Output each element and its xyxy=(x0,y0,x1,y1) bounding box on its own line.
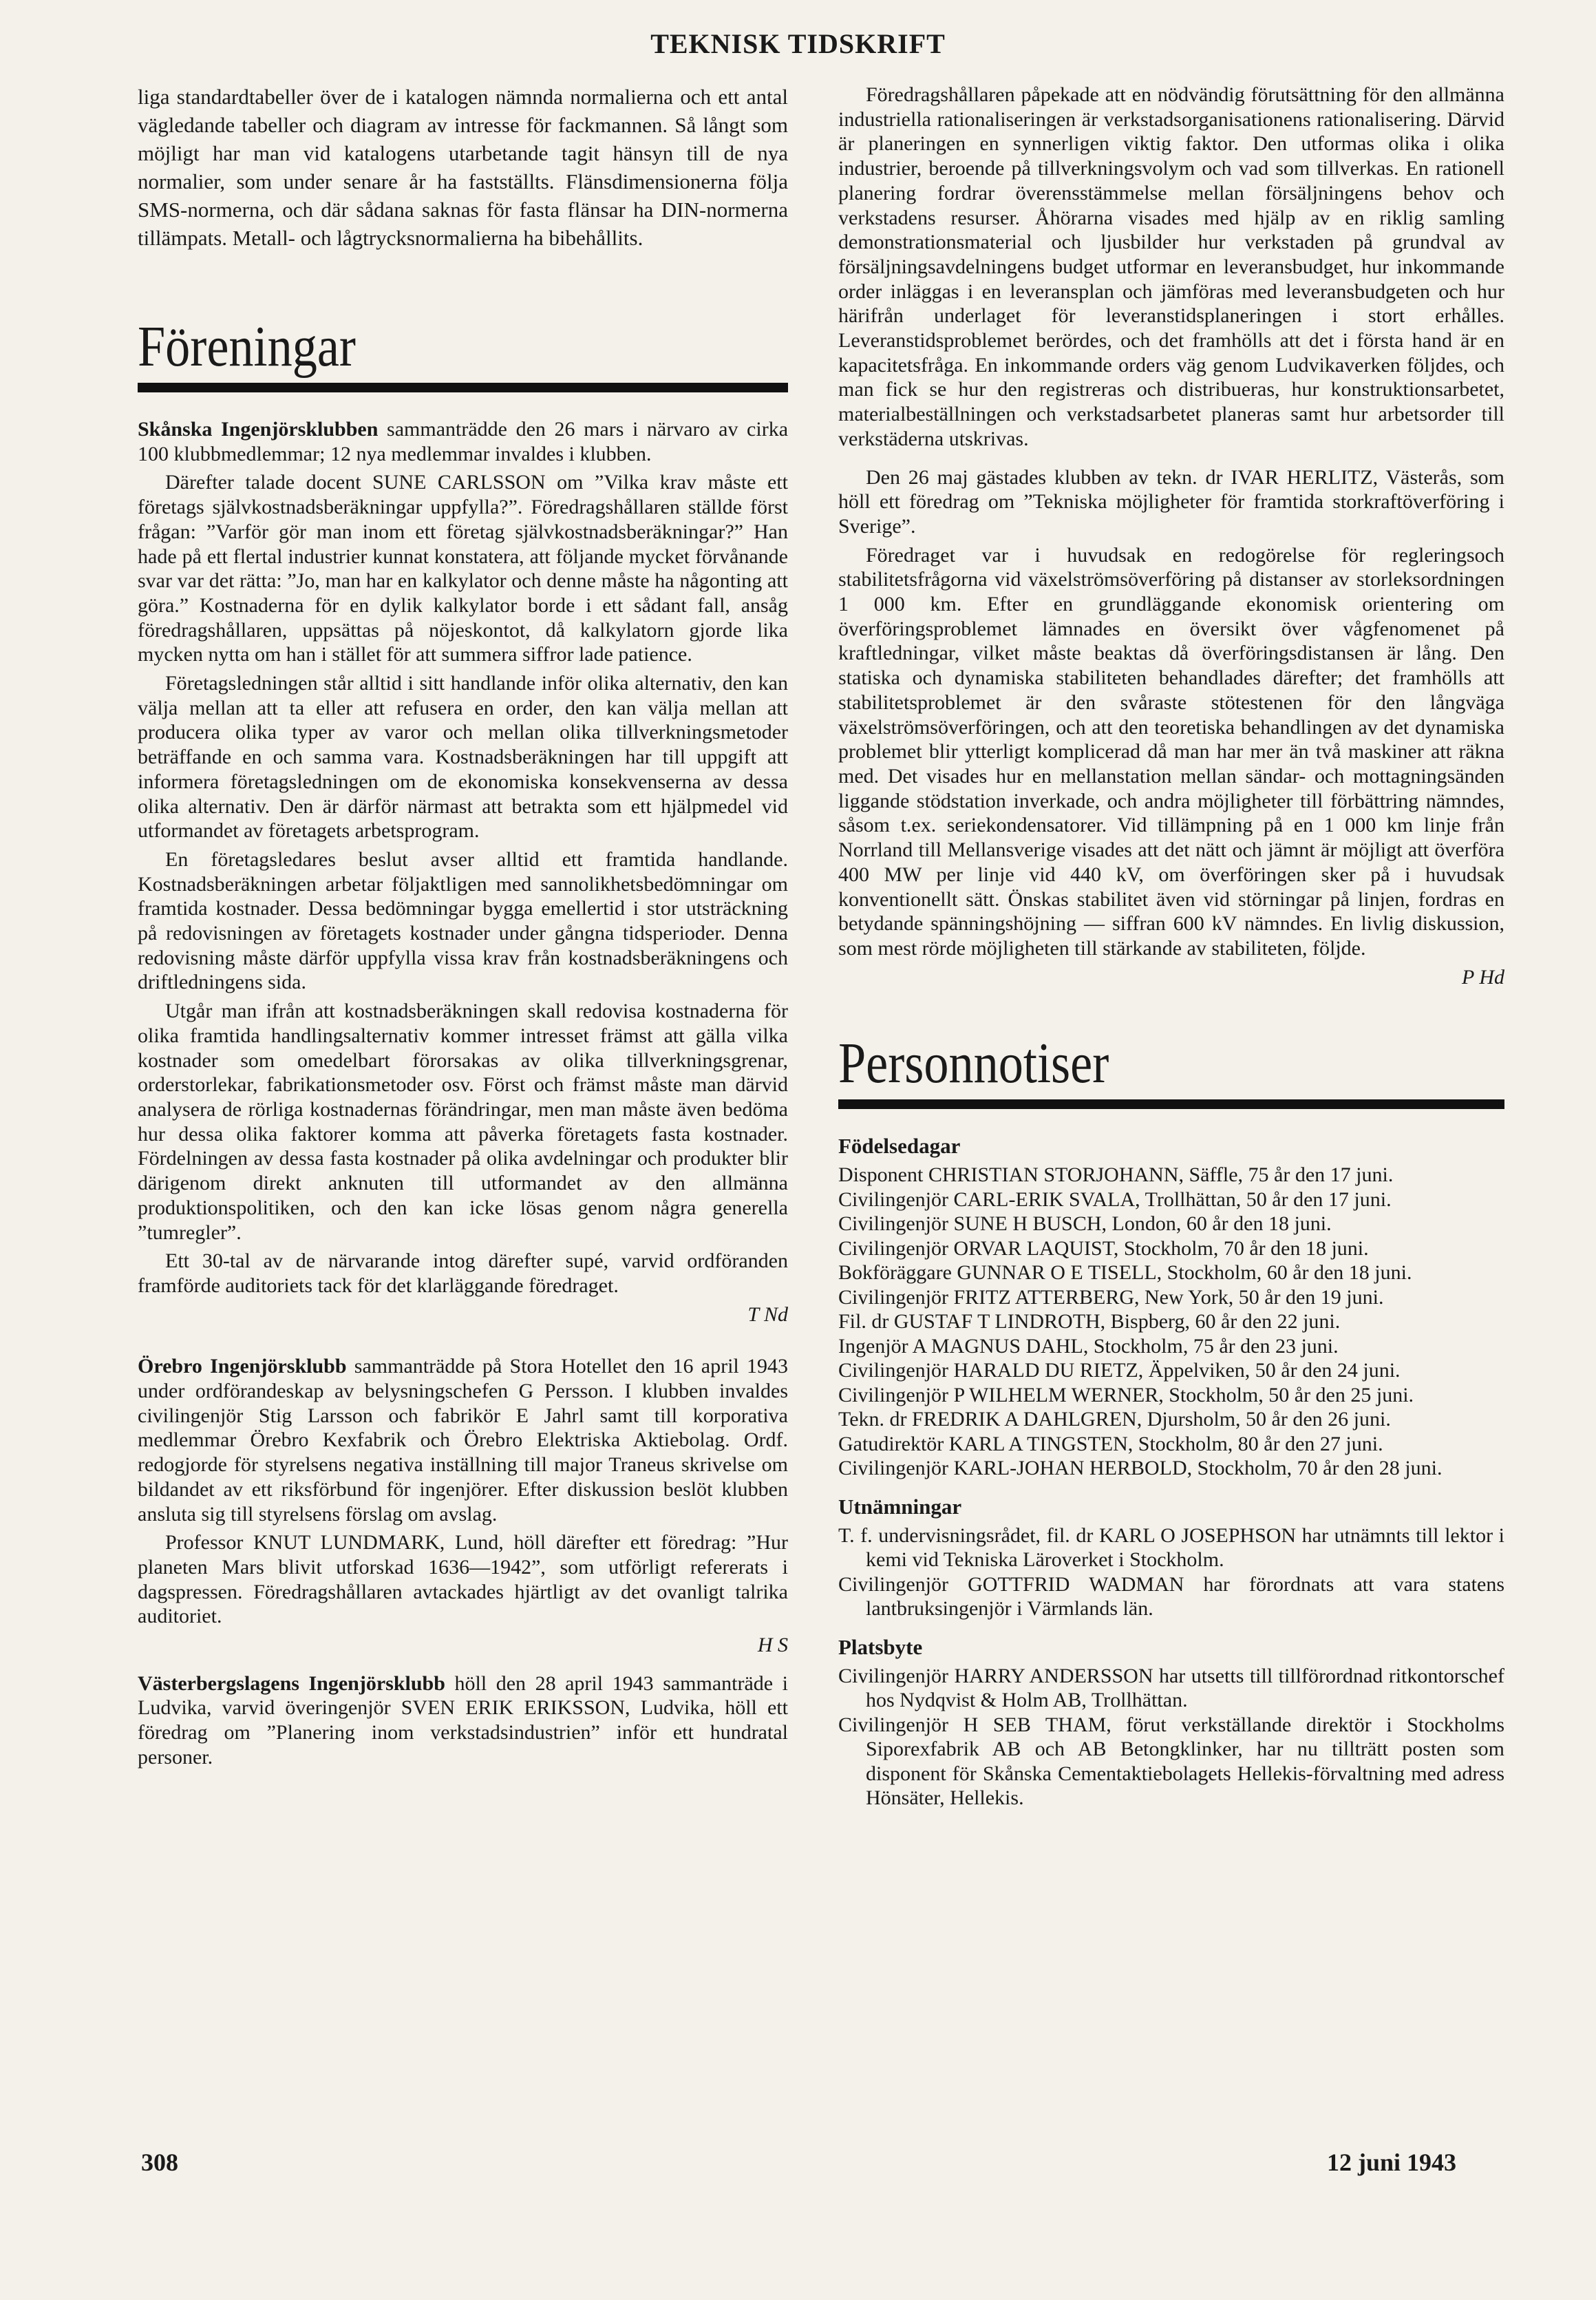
appointments-list xyxy=(838,1523,1504,1621)
orebro-paragraph-1: Örebro Ingenjörsklubb sammanträdde på Stora Hotellet den 16 april 1943 under ordförandeskap av belysningschefen G Persson. I klubben invaldes civilingenjör Stig Larsson och fabrikör E Jahrl samt till korporativa medlemmar Örebro Kexfabrik och Örebro Elektriska Aktiebolag. Ordf. redogjorde för styrelsens negativa inställning till major Traneus skrivelse om bildandet av ett riksförbund för ingenjörer. Efter diskussion beslöt klubben ansluta sig till styrelsens förslag om avslag. xyxy=(138,1355,789,1526)
signature-t-nd: T Nd xyxy=(747,1302,788,1326)
section-title-foreningar: Föreningar xyxy=(138,315,356,379)
herlitz-paragraph: Den 26 maj gästades klubben av tekn. dr IVAR HERLITZ, Västerås, som höll ett föredrag om ”Tekniska möjligheter för framtida storkraftöverföring i Sverige”. xyxy=(838,465,1504,538)
birthdays-list xyxy=(838,1163,1504,1481)
list-item: Fil. dr GUSTAF T LINDROTH, Bispberg, 60 år den 22 juni. xyxy=(838,1310,1341,1333)
issue-date: 12 juni 1943 xyxy=(1327,2149,1457,2176)
right-column xyxy=(838,83,1504,1811)
planering-paragraph: Föredragshållaren påpekade att en nödvändig förutsättning för den allmänna industriella rationaliseringen är verkstadsorganisationens rationalisering. Därvid är planeringen en synnerligen viktig faktor. Den utformas olika i olika industrier, beroende på tillverkningsvolym och vad som tillverkas. En rationell planering fordrar överensstämmelse mellan försäljningens behov och verkstadens resurser. Åhörarna visades med hjälp av en riklig samling demonstrationsmaterial och ljusbilder hur verkstaden på grundval av försäljningsavdelningens budget utformar en leveransbudget, hur inkommande order inläggas i en leveransplan och jämföras med leveransbudgeten och hur härifrån underlaget för leveranstidsplaneringen i stort erhålles. Leveranstidsproblemet berördes, och det framhölls att det i första hand är en kapacitetsfråga. En inkommande orders väg genom Ludvikaverken följdes, och man fick se hur den registreras och distribueras, hur konstruktionsarbetet, materialbeställningen och verkstadsarbetet planeras samt hur arbetsorder till verkstäderna utskrivas. xyxy=(838,83,1504,450)
jobchange-list xyxy=(838,1664,1504,1811)
list-item: Civilingenjör KARL-JOHAN HERBOLD, Stockholm, 70 år den 28 juni. xyxy=(838,1457,1443,1480)
list-item: Ingenjör A MAGNUS DAHL, Stockholm, 75 år den 23 juni. xyxy=(838,1334,1339,1358)
left-column xyxy=(138,83,788,1774)
list-item: Civilingenjör H SEB THAM, förut verkställande direktör i Stockholms Siporexfabrik AB och AB Betongklinker, har nu tillträtt posten som disponent för Skånska Cementaktiebolagets Hellekis-förvaltning med adress Hönsäter, Hellekis. xyxy=(838,1713,1504,1810)
section-rule xyxy=(838,1099,1504,1109)
list-item: Civilingenjör HARALD DU RIETZ, Äppelviken, 50 år den 24 juni. xyxy=(838,1359,1401,1382)
skanska-paragraph-2: Därefter talade docent SUNE CARLSSON om ”Vilka krav måste ett företags självkostnadsberäkningar uppfylla?”. Föredragshållaren ställde först frågan: ”Varför gör man inom ett företag självkostnadsberäkningar?” Han hade på ett flertal industrier kunnat konstatera, att följande mycket förvånande svar var det rätta: ”Jo, man har en kalkylator och denne måste ha någonting att göra.” Kostnaderna för en dylik kalkylator borde i ett sådant fall, ansåg föredragshållaren, uppsättas på nöjeskontot, då kalkylatorn gjorde lika mycken nytta om han i stället för att summera siffror lade patience. xyxy=(138,471,788,666)
appointments-heading: Utnämningar xyxy=(838,1494,962,1519)
club-name-orebro: Örebro Ingenjörsklubb xyxy=(138,1355,347,1378)
list-item: Civilingenjör HARRY ANDERSSON har utsetts till tillförordnad ritkontorschef hos Nydqvist & Holm AB, Trollhättan. xyxy=(838,1664,1504,1712)
section-title-personnotiser: Personnotiser xyxy=(838,1031,1109,1096)
list-item: Bokföräggare GUNNAR O E TISELL, Stockholm, 60 år den 18 juni. xyxy=(838,1261,1412,1285)
club-name-skanska: Skånska Ingenjörsklubben xyxy=(138,418,379,441)
vaster-paragraph-1: Västerbergslagens Ingenjörsklubb höll den 28 april 1943 sammanträde i Ludvika, varvid överingenjör SVEN ERIK ERIKSSON, Ludvika, höll ett föredrag om ”Planering inom verkstadsindustrien” inför ett hundratal personer. xyxy=(138,1671,789,1769)
club-name-vasterbergslagen: Västerbergslagens Ingenjörsklubb xyxy=(138,1671,445,1695)
skanska-paragraph-4: En företagsledares beslut avser alltid ett framtida handlande. Kostnadsberäkningen arbetar följaktligen med sannolikhetsbedömningar om framtida kostnader. Dessa bedömningar bygga emellertid i stor utsträckning på redovisningen av företagets kostnader under gångna tidsperioder. Denna redovisning måste därför uppfylla vissa krav från kostnadsberäkningens och driftledningens sida. xyxy=(138,847,788,994)
list-item: Tekn. dr FREDRIK A DAHLGREN, Djursholm, 50 år den 26 juni. xyxy=(838,1408,1391,1431)
list-item: Civilingenjör ORVAR LAQUIST, Stockholm, 70 år den 18 juni. xyxy=(838,1236,1369,1260)
skanska-paragraph-3: Företagsledningen står alltid i sitt handlande inför olika alternativ, den kan välja mellan att ta eller att refusera en order, den kan välja mellan att producera olika typer av varor och mellan olika tillverkningsmetoder beträffande en och samma vara. Kostnadsberäkningen har till uppgift att informera företagsledningen om de ekonomiska konsekvenserna av dessa olika alternativ. Den är därför närmast att betrakta som ett hjälpmedel vid utformandet av företagets arbetsprogram. xyxy=(138,672,788,843)
list-item: Civilingenjör GOTTFRID WADMAN har förordnats att vara statens lantbruksingenjör i Värmlands län. xyxy=(838,1572,1504,1621)
list-item: Civilingenjör CARL-ERIK SVALA, Trollhättan, 50 år den 17 juni. xyxy=(838,1188,1392,1211)
intro-paragraph: liga standardtabeller över de i katalogen nämnda normalierna och ett antal vägledande tabeller och diagram av intresse för fackmannen. Så långt som möjligt har man vid katalogens utarbetande tagit hänsyn till de nya normalier, som under senare år ha fastställts. Flänsdimensionerna följa SMS-normerna, och där sådana saknas för fasta flänsar ha DIN-normerna tillämpats. Metall- och lågtrycksnormalierna ha bibehållits. xyxy=(138,85,788,250)
list-item: T. f. undervisningsrådet, fil. dr KARL O JOSEPHSON har utnämnts till lektor i kemi vid Tekniska Läroverket i Stockholm. xyxy=(838,1523,1504,1572)
skanska-paragraph-1: Skånska Ingenjörsklubben sammanträdde den 26 mars i närvaro av cirka 100 klubbmedlemmar; 12 nya medlemmar invaldes i klubben. xyxy=(138,418,789,465)
skanska-paragraph-5: Utgår man ifrån att kostnadsberäkningen skall redovisa kostnaderna för olika framtida handlingsalternativ kommer intresset främst att gälla vilka kostnader som omedelbart förorsakas av olika tillverkningsgrenar, orderstorlekar, fabrikationsmetoder osv. Först och främst måste man därvid analysera de rörliga kostnadernas förändringar, men man måste även bedöma hur dessa olika faktorer komma att påverka företagets fasta kostnader. Fördelningen av dessa fasta kostnader på olika avdelningar och produkter blir därigenom direkt anknuten till utformandet av den allmänna produktionspolitiken, och den kan icke lösas genom några generella ”tumregler”. xyxy=(138,1000,788,1244)
section-rule xyxy=(138,383,788,392)
list-item: Civilingenjör FRITZ ATTERBERG, New York, 50 år den 19 juni. xyxy=(838,1285,1384,1309)
list-item: Civilingenjör P WILHELM WERNER, Stockholm, 50 år den 25 juni. xyxy=(838,1383,1414,1406)
masthead: TEKNISK TIDSKRIFT xyxy=(650,28,946,59)
signature-h-s: H S xyxy=(757,1634,788,1657)
list-item: Gatudirektör KARL A TINGSTEN, Stockholm, 80 år den 27 juni. xyxy=(838,1432,1383,1455)
list-item: Disponent CHRISTIAN STORJOHANN, Säffle, 75 år den 17 juni. xyxy=(838,1163,1394,1187)
signature-p-hd: P Hd xyxy=(1462,965,1504,989)
stabilitet-paragraph: Föredraget var i huvudsak en redogörelse för regleringsoch stabilitetsfrågorna vid växelströmsöverföring på distanser av storleksordningen 1 000 km. Efter en grundläggande ekonomisk orientering om överföringsproblemet lämnades en översikt över vågfenomenet på kraftledningar, vilket måste beaktas då överföringsdistansen är lång. Den statiska och dynamiska stabiliteten behandlades därefter; det framhölls att stabilitetsproblemet är den svåraste stötestenen för den långväga växelströmsöverföringen, och att den teoretiska behandlingen av det dynamiska problemet blir ytterligt komplicerad då man har mer än två maskiner att räkna med. Det visades hur en mellanstation mellan sändar- och mottagningsänden liggande stödstation inverkade, och andra möjligheter till förbättring nämndes, såsom t.ex. seriekondensatorer. Vid tillämpning på en 1 000 km linje från Norrland till Mellansverige visades att det nätt och jämnt är möjligt att överföra 400 MW per linje vid 440 kV, om överföringen sker på i huvudsak konventionellt sätt. Önskas stabilitet även vid störningar på linjen, fordras en betydande spänningshöjning — siffran 600 kV nämndes. En livlig diskussion, som mest rörde möjligheten till stärkande av stabiliteten, följde. xyxy=(838,543,1504,960)
list-item: Civilingenjör SUNE H BUSCH, London, 60 år den 18 juni. xyxy=(838,1212,1332,1236)
orebro-paragraph-2: Professor KNUT LUNDMARK, Lund, höll därefter ett föredrag: ”Hur planeten Mars blivit utforskad 1636—1942”, som utförligt refererats i dagspressen. Föredragshållaren avtackades hjärtligt av det ovanligt talrika auditoriet. xyxy=(138,1531,788,1628)
jobchange-heading: Platsbyte xyxy=(838,1634,923,1659)
skanska-paragraph-6: Ett 30-tal av de närvarande intog därefter supé, varvid ordföranden framförde auditoriets tack för det klarläggande föredraget. xyxy=(138,1249,788,1297)
birthdays-heading: Födelsedagar xyxy=(838,1134,961,1159)
page-number: 308 xyxy=(141,2149,178,2176)
